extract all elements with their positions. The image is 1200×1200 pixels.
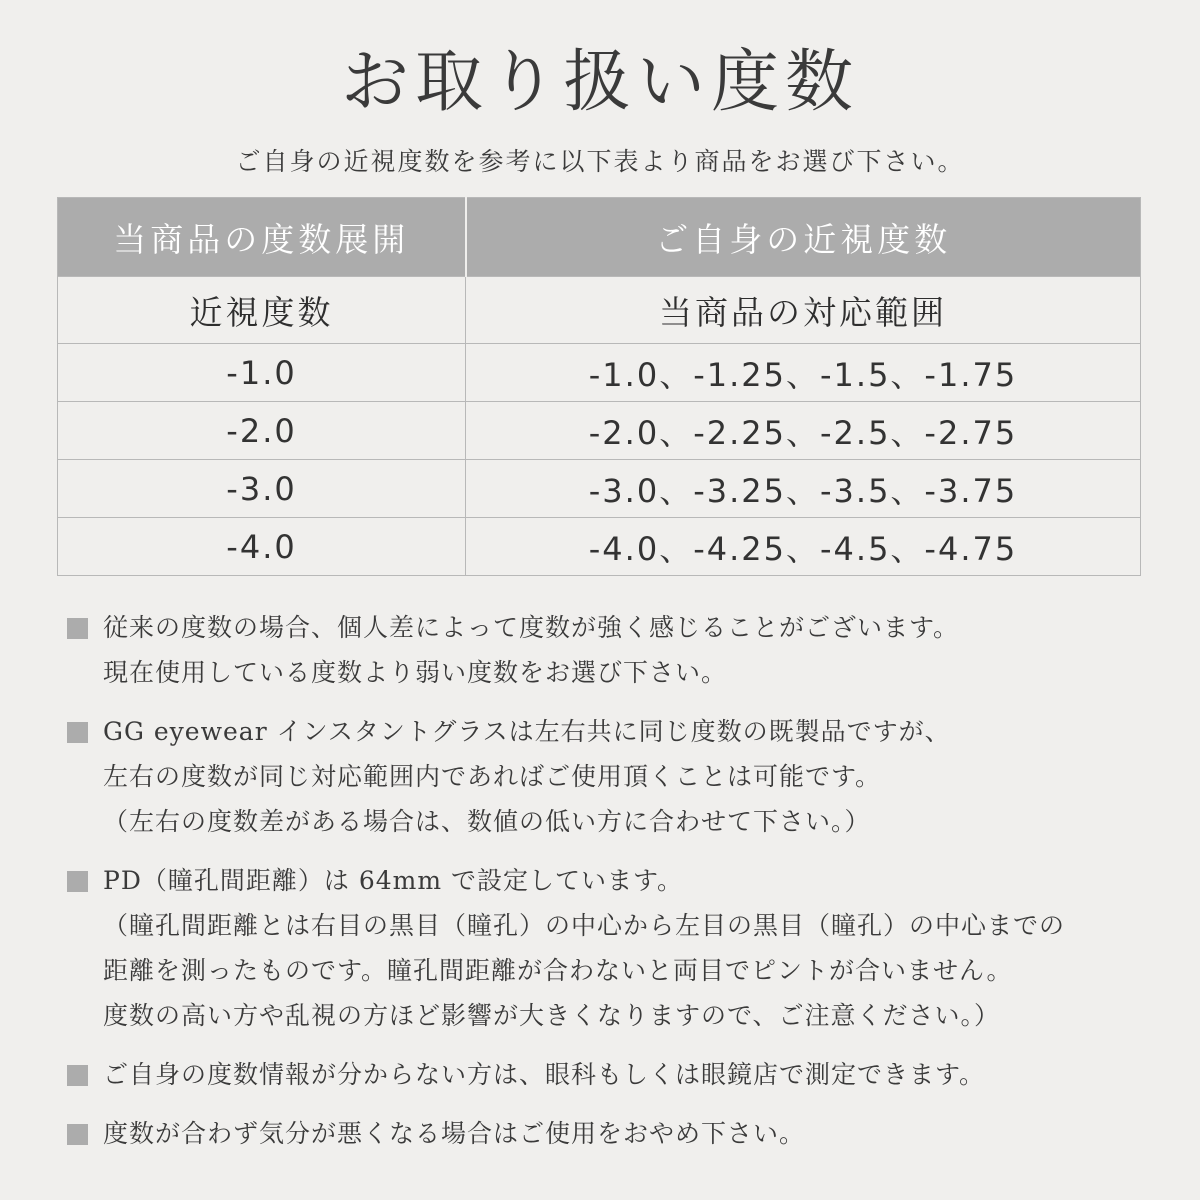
row-range-cell: -1.0、-1.25、-1.5、-1.75 [466, 344, 1141, 402]
note-line: 左右の度数が同じ対応範囲内であればご使用頂くことは可能です。 [103, 762, 882, 791]
note-line: 度数の高い方や乱視の方ほど影響が大きくなりますので、ご注意ください。） [103, 1001, 1001, 1030]
note-item [67, 858, 1157, 1038]
table-row [58, 518, 1141, 576]
page-subtitle: ご自身の近視度数を参考に以下表より商品をお選び下さい。 [235, 147, 965, 176]
notes-list [67, 605, 1157, 1170]
table-header-row [58, 198, 1141, 277]
subheader-myopia-power: 近視度数 [58, 277, 466, 344]
table-subheader-row [58, 277, 1141, 344]
prescription-power-table [57, 197, 1141, 576]
table-row [58, 460, 1141, 518]
page-title: お取り扱い度数 [340, 43, 859, 122]
row-power-cell: -3.0 [58, 460, 466, 518]
note-line: GG eyewear インスタントグラスは左右共に同じ度数の既製品ですが、 [103, 717, 951, 746]
subheader-supported-range: 当商品の対応範囲 [466, 277, 1141, 344]
row-range-cell: -4.0、-4.25、-4.5、-4.75 [466, 518, 1141, 576]
note-item [67, 1111, 1157, 1156]
square-bullet-icon [67, 618, 88, 639]
note-item [67, 1052, 1157, 1097]
square-bullet-icon [67, 1124, 88, 1145]
note-line: 現在使用している度数より弱い度数をお選び下さい。 [103, 658, 728, 687]
row-power-cell: -2.0 [58, 402, 466, 460]
note-line: （左右の度数差がある場合は、数値の低い方に合わせて下さい。） [103, 807, 871, 836]
note-item [67, 605, 1157, 695]
square-bullet-icon [67, 722, 88, 743]
header-own-power: ご自身の近視度数 [466, 198, 1141, 277]
note-line: 距離を測ったものです。瞳孔間距離が合わないと両目でピントが合いません。 [103, 956, 1013, 985]
note-line: PD（瞳孔間距離）は 64mm で設定しています。 [103, 866, 683, 895]
row-power-cell: -4.0 [58, 518, 466, 576]
table-row [58, 402, 1141, 460]
note-item [67, 709, 1157, 844]
row-range-cell: -3.0、-3.25、-3.5、-3.75 [466, 460, 1141, 518]
row-power-cell: -1.0 [58, 344, 466, 402]
header-product-power: 当商品の度数展開 [58, 198, 466, 277]
row-range-cell: -2.0、-2.25、-2.5、-2.75 [466, 402, 1141, 460]
square-bullet-icon [67, 871, 88, 892]
note-line: 度数が合わず気分が悪くなる場合はご使用をおやめ下さい。 [103, 1119, 806, 1148]
square-bullet-icon [67, 1065, 88, 1086]
note-line: （瞳孔間距離とは右目の黒目（瞳孔）の中心から左目の黒目（瞳孔）の中心までの [103, 911, 1066, 940]
note-line: ご自身の度数情報が分からない方は、眼科もしくは眼鏡店で測定できます。 [103, 1060, 986, 1089]
table-row [58, 344, 1141, 402]
note-line: 従来の度数の場合、個人差によって度数が強く感じることがございます。 [103, 613, 960, 642]
